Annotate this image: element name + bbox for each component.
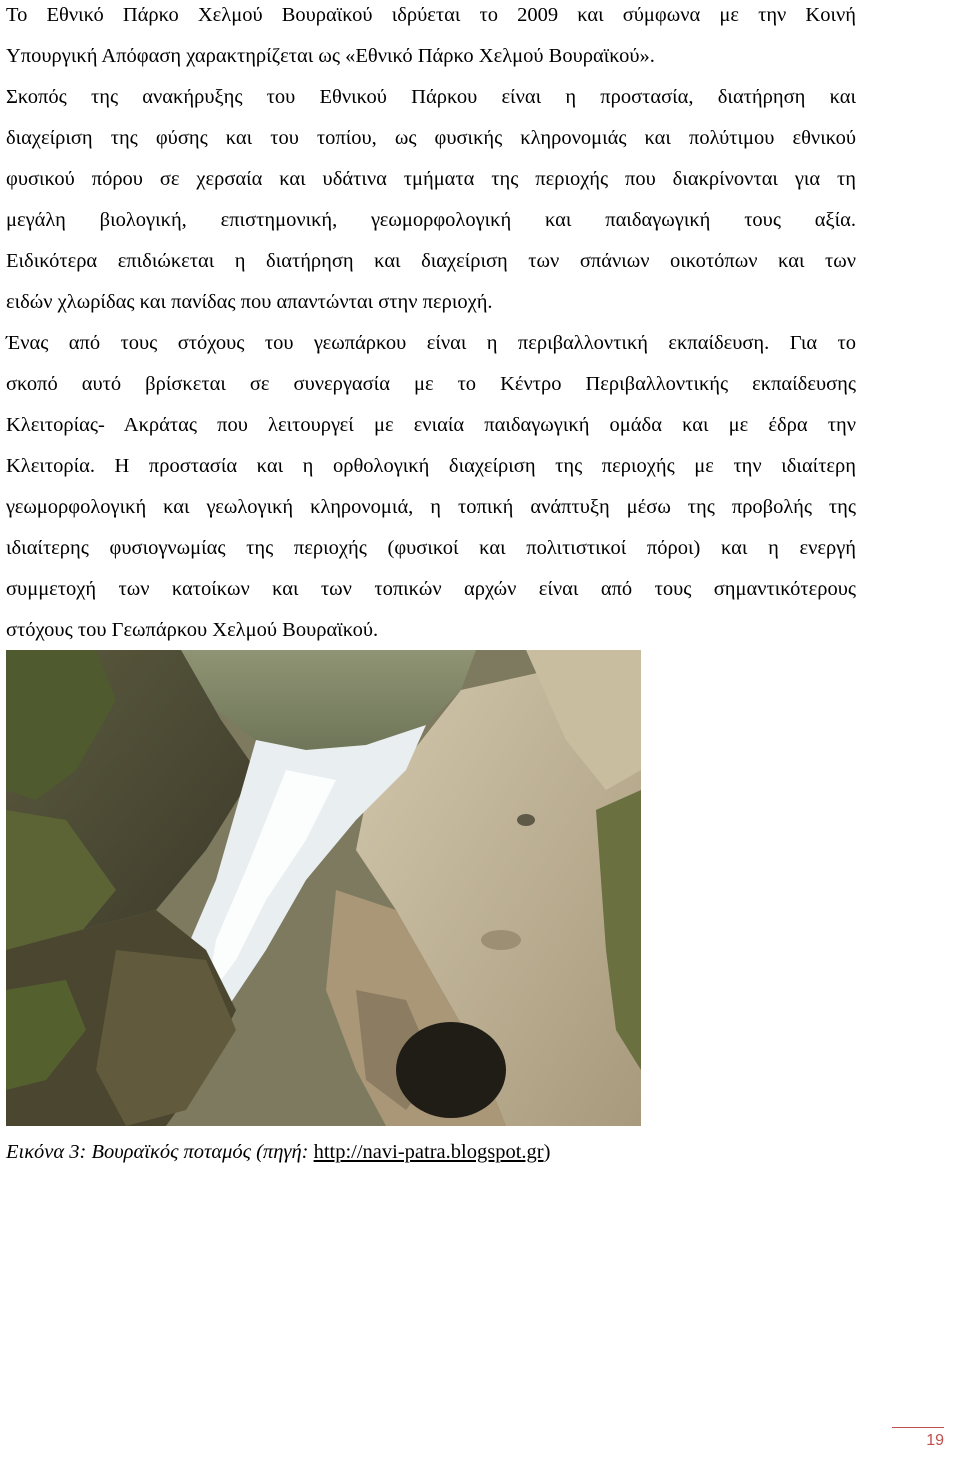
river-illustration [6, 650, 641, 1126]
text-line: ιδιαίτερης φυσιογνωμίας της περιοχής (φυσικοί και πολιτιστικοί πόροι) και η ενεργή [6, 537, 856, 559]
text-line: Ειδικότερα επιδιώκεται η διατήρηση και διαχείριση των σπάνιων οικοτόπων και των [6, 250, 856, 272]
text-line: μεγάλη βιολογική, επιστημονική, γεωμορφολογική και παιδαγωγική τους αξία. [6, 209, 856, 231]
text-line: φυσικού πόρου σε χερσαία και υδάτινα τμήματα της περιοχής που διακρίνονται για τη [6, 168, 856, 190]
page-number: 19 [926, 1432, 944, 1449]
page-number-rule [892, 1427, 944, 1428]
caption-text: Βουραϊκός ποταμός (πηγή: [91, 1141, 314, 1163]
text-line: Σκοπός της ανακήρυξης του Εθνικού Πάρκου είναι η προστασία, διατήρηση και [6, 86, 856, 108]
caption-colon: : [79, 1141, 92, 1163]
text-line: συμμετοχή των κατοίκων και των τοπικών αρχών είναι από τους σημαντικότερους [6, 578, 856, 600]
text-line: Το Εθνικό Πάρκο Χελμού Βουραϊκού ιδρύεται το 2009 και σύμφωνα με την Κοινή [6, 4, 856, 26]
text-line: σκοπό αυτό βρίσκεται σε συνεργασία με το Κέντρο Περιβαλλοντικής εκπαίδευσης [6, 373, 856, 395]
river-photo [6, 650, 641, 1126]
text-line: Ένας από τους στόχους του γεωπάρκου είναι η περιβαλλοντική εκπαίδευση. Για το [6, 332, 856, 354]
source-link[interactable]: http://navi-patra.blogspot.gr [313, 1141, 544, 1163]
figure-caption [6, 1139, 550, 1165]
text-line: Κλειτορίας- Ακράτας που λειτουργεί με ενιαία παιδαγωγική ομάδα και με έδρα την [6, 414, 856, 436]
text-line: γεωμορφολογική και γεωλογική κληρονομιά, η τοπική ανάπτυξη μέσω της προβολής της [6, 496, 856, 518]
text-line: διαχείριση της φύσης και του τοπίου, ως φυσικής κληρονομιάς και πολύτιμου εθνικού [6, 127, 856, 149]
text-line: Υπουργική Απόφαση χαρακτηρίζεται ως «Εθνικό Πάρκο Χελμού Βουραϊκού». [6, 45, 655, 67]
caption-close: ) [543, 1141, 551, 1163]
caption-label: Εικόνα 3 [6, 1141, 80, 1163]
text-line: στόχους του Γεωπάρκου Χελμού Βουραϊκού. [6, 619, 379, 641]
text-line: Κλειτορία. Η προστασία και η ορθολογική διαχείριση της περιοχής με την ιδιαίτερη [6, 455, 856, 477]
text-line: ειδών χλωρίδας και πανίδας που απαντώνται στην περιοχή. [6, 291, 493, 313]
